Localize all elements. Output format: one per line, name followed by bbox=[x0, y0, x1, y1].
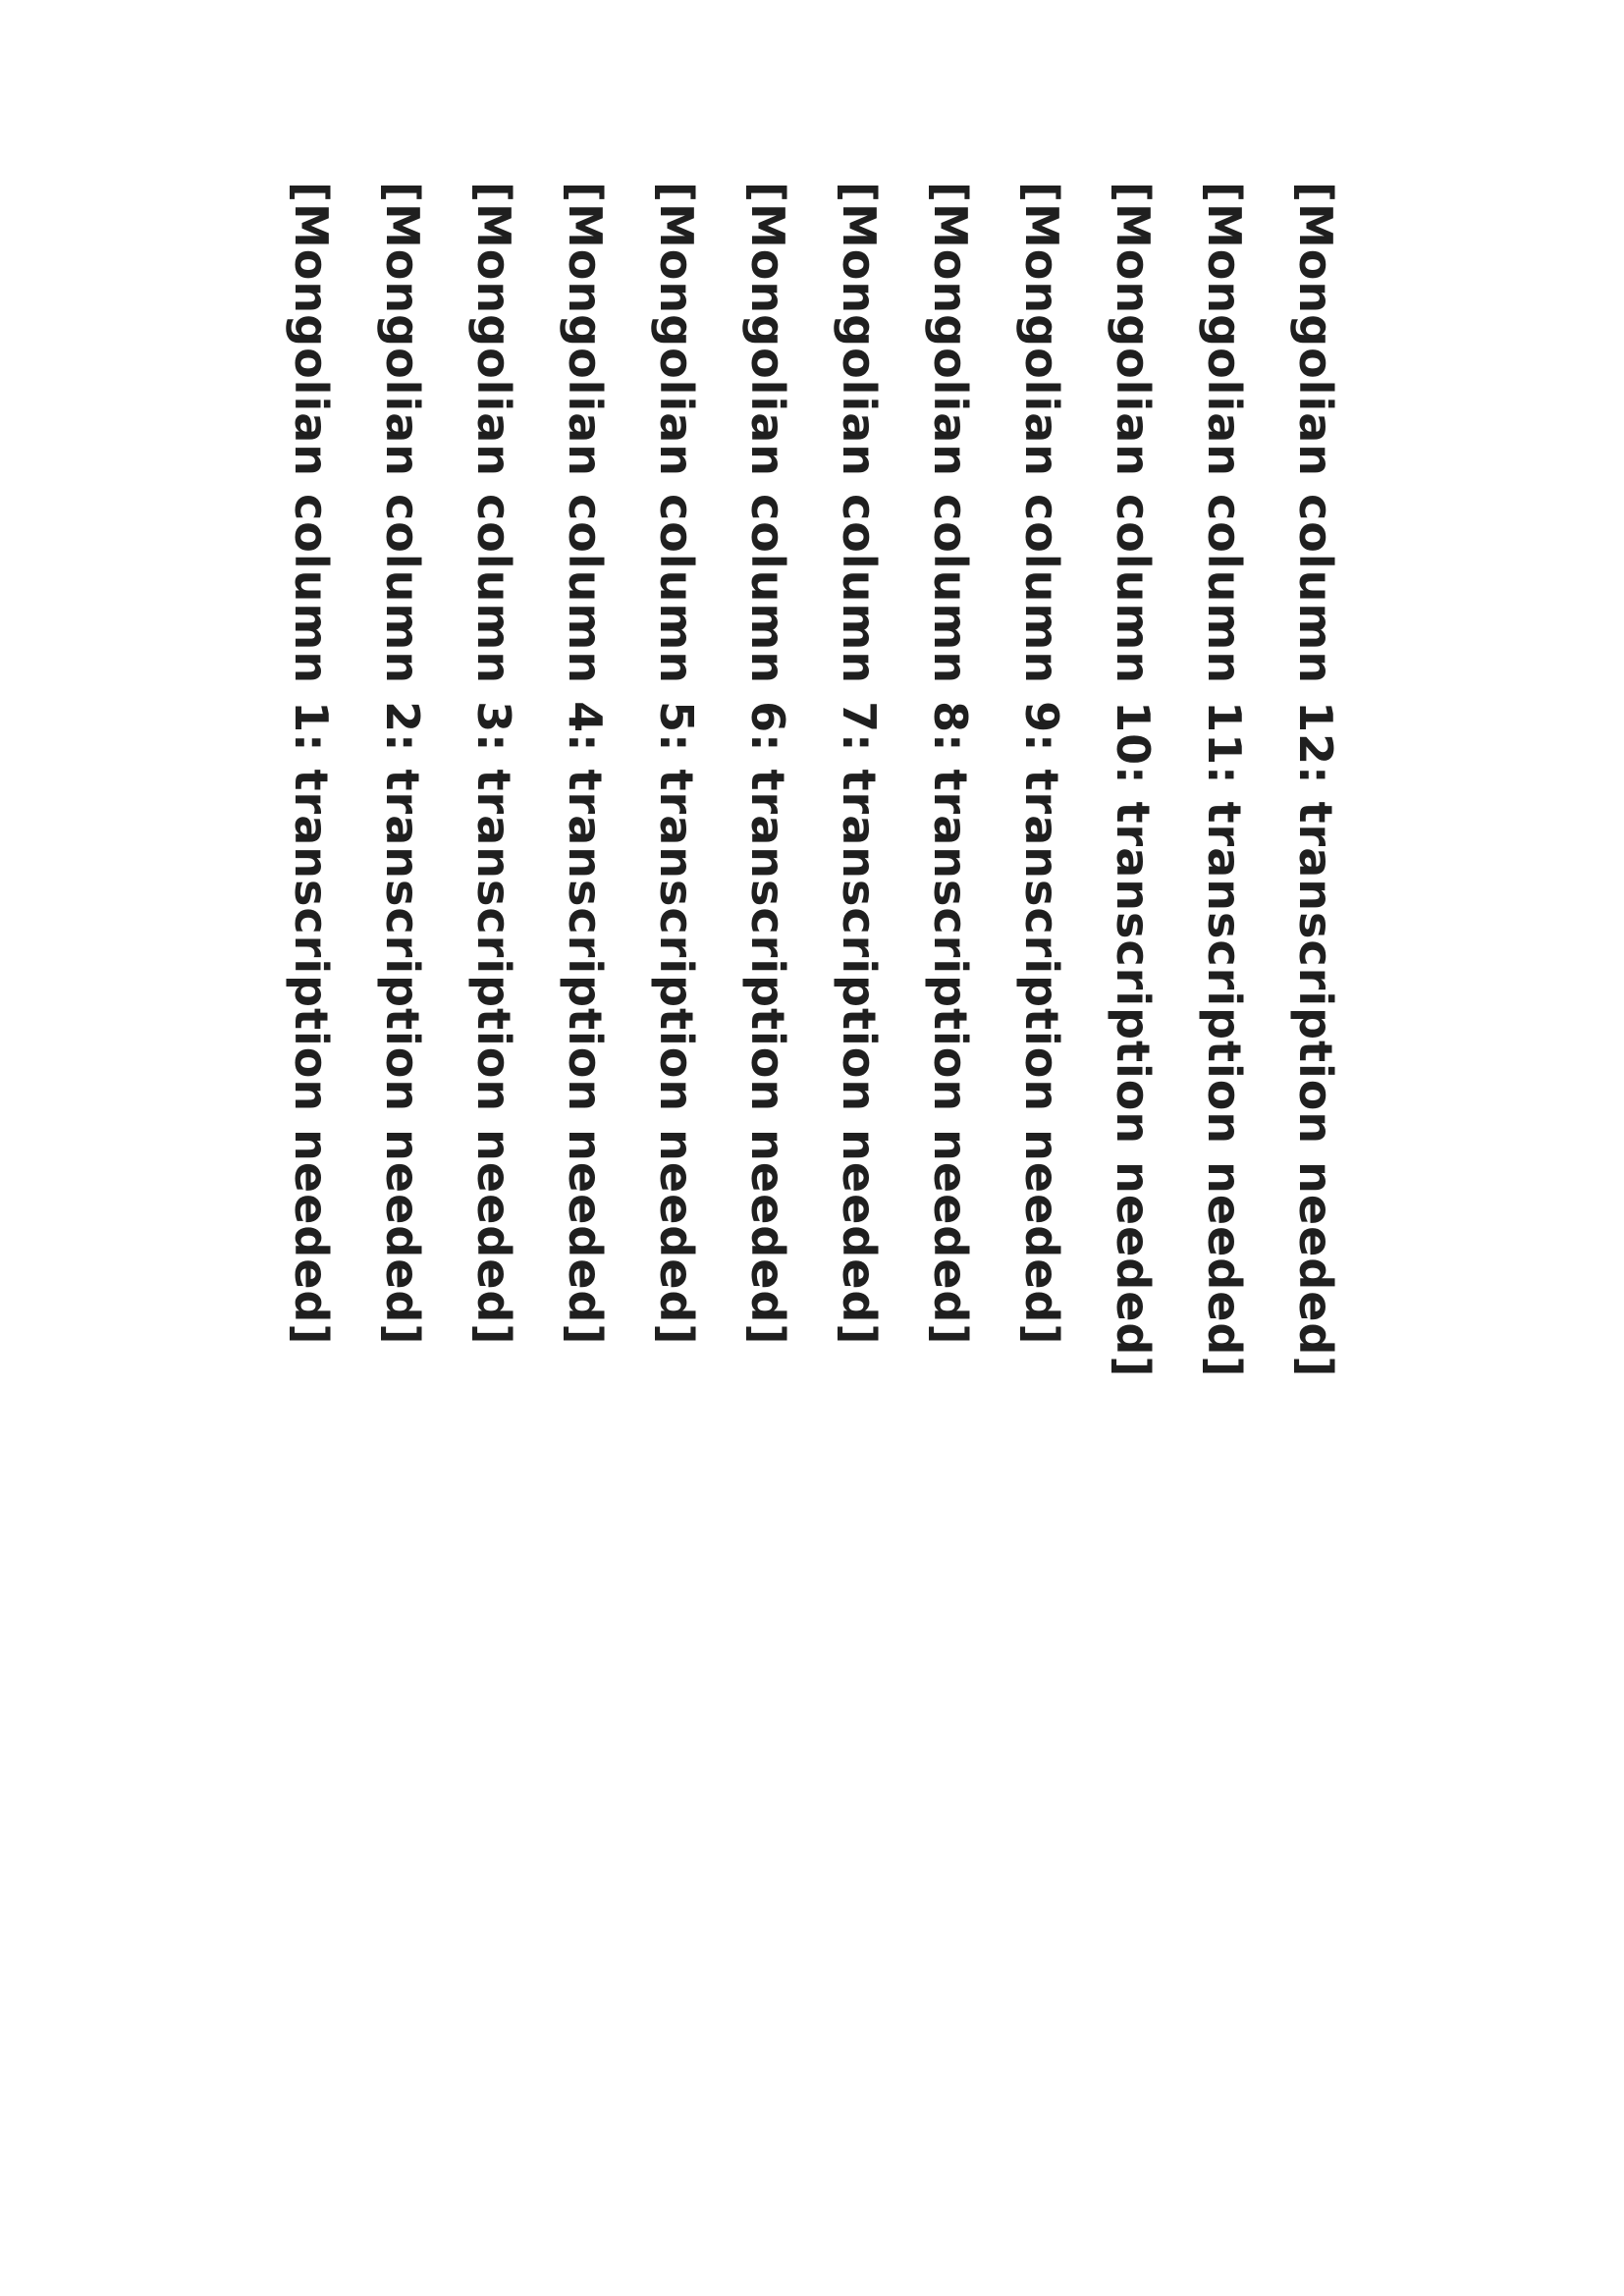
text-column-9: [Mongolian column 9: transcription needed] bbox=[1015, 182, 1068, 1346]
text-column-11: [Mongolian column 11: transcription needed] bbox=[1198, 182, 1251, 1378]
text-column-10: [Mongolian column 10: transcription needed] bbox=[1107, 182, 1160, 1378]
text-column-7: [Mongolian column 7: transcription needed] bbox=[833, 182, 886, 1346]
text-column-2: [Mongolian column 2: transcription needed] bbox=[376, 182, 429, 1346]
text-column-5: [Mongolian column 5: transcription needed] bbox=[650, 182, 703, 1346]
text-column-1: [Mongolian column 1: transcription needed] bbox=[285, 182, 338, 1346]
text-column-8: [Mongolian column 8: transcription needed] bbox=[924, 182, 977, 1346]
text-column-12: [Mongolian column 12: transcription needed] bbox=[1289, 182, 1342, 1378]
text-column-3: [Mongolian column 3: transcription needed] bbox=[467, 182, 520, 1346]
text-column-6: [Mongolian column 6: transcription needed] bbox=[741, 182, 794, 1346]
mongolian-text-block bbox=[265, 182, 1365, 2096]
text-column-4: [Mongolian column 4: transcription needed] bbox=[559, 182, 612, 1346]
